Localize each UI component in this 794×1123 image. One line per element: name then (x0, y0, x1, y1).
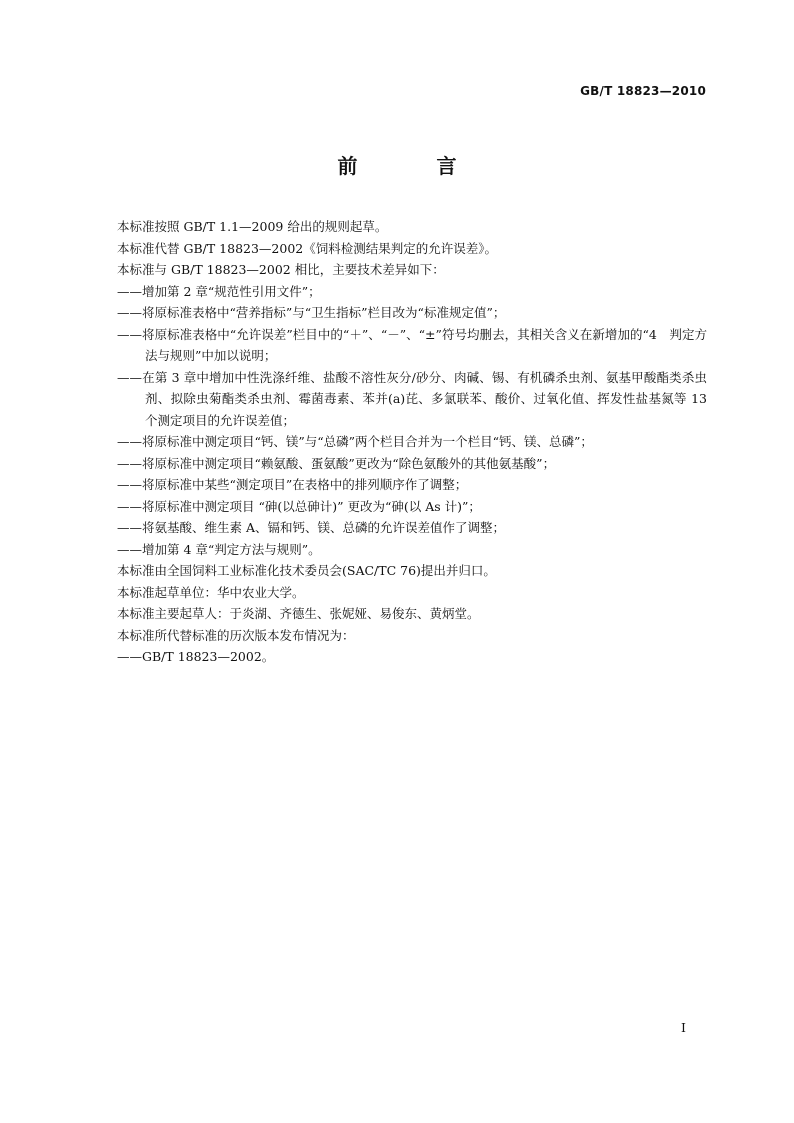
change-item: ——将氨基酸、维生素 A、镉和钙、镁、总磷的允许误差值作了调整； (117, 520, 506, 535)
paragraph-replaces: 本标准代替 GB/T 18823—2002《饲料检测结果判定的允许误差》。 (117, 240, 497, 256)
history-item: ——GB/T 18823—2002。 (117, 649, 275, 664)
change-item: ——增加第 2 章“规范性引用文件”； (117, 283, 321, 299)
foreword-body (117, 216, 707, 668)
change-item: ——将原标准中测定项目“钙、镁”与“总磷”两个栏目合并为一个栏目“钙、镁、总磷”； (117, 434, 593, 449)
change-item: ——将原标准表格中“营养指标”与“卫生指标”栏目改为“标准规定值”； (117, 305, 506, 320)
page-number: I (681, 1020, 686, 1035)
change-item: ——增加第 4 章“判定方法与规则”。 (117, 541, 321, 557)
paragraph-drafters: 本标准主要起草人：于炎湖、齐德生、张妮娅、易俊东、黄炳堂。 (117, 606, 480, 621)
page-title: 前 言 (337, 154, 493, 178)
standard-code: GB/T 18823—2010 (580, 84, 706, 98)
paragraph-drafting-rule: 本标准按照 GB/T 1.1—2009 给出的规则起草。 (117, 219, 388, 234)
paragraph-differences-intro: 本标准与 GB/T 18823—2002 相比，主要技术差异如下： (117, 262, 445, 277)
change-item: ——将原标准表格中“允许误差”栏目中的“＋”、“－”、“±”符号均删去，其相关含义在新增加的“4 判定方法与规则”中加以说明； (117, 326, 707, 363)
paragraph-proposer: 本标准由全国饲料工业标准化技术委员会(SAC/TC 76)提出并归口。 (117, 563, 496, 578)
change-item: ——将原标准中某些“测定项目”在表格中的排列顺序作了调整； (117, 477, 468, 492)
change-item: ——将原标准中测定项目 “砷(以总砷计)” 更改为“砷(以 As 计)”； (117, 498, 481, 514)
change-item: ——在第 3 章中增加中性洗涤纤维、盐酸不溶性灰分/砂分、肉碱、锡、有机磷杀虫剂、氨基甲酸酯类杀虫剂、拟除虫菊酯类杀虫剂、霉菌毒素、苯并(a)芘、多氯联苯、酸价、过氧化值、挥发性盐基氮等 13 个测定项目的允许误差值； (117, 369, 707, 428)
paragraph-drafting-unit: 本标准起草单位：华中农业大学。 (117, 584, 305, 600)
paragraph-history-intro: 本标准所代替标准的历次版本发布情况为： (117, 627, 355, 643)
change-item: ——将原标准中测定项目“赖氨酸、蛋氨酸”更改为“除色氨酸外的其他氨基酸”； (117, 455, 556, 471)
changes-list (117, 281, 707, 561)
